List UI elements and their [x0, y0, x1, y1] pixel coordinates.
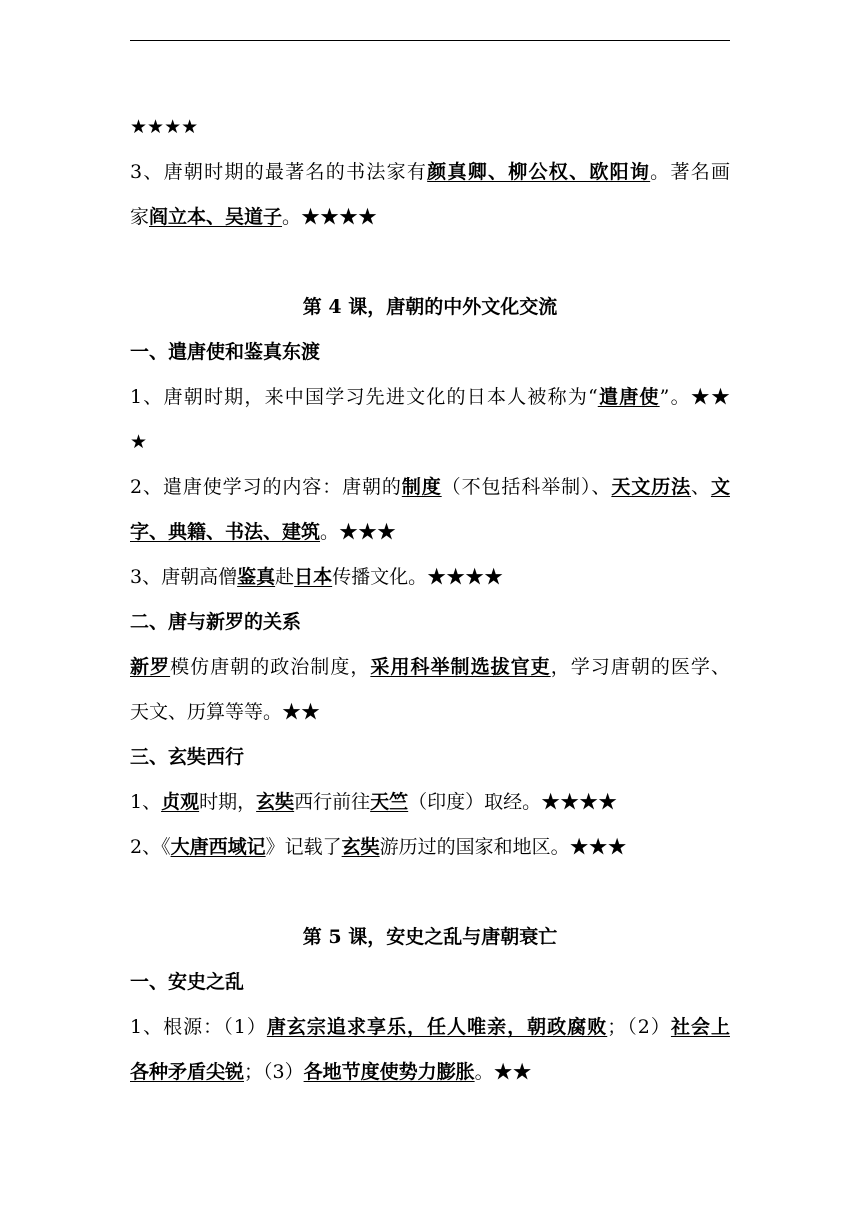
- lesson-title: [130, 293, 730, 321]
- paragraph-line: [130, 428, 730, 456]
- text-segment: 天文、历算等等。★★: [130, 701, 321, 723]
- paragraph-line: [130, 698, 730, 726]
- underlined-key-term: 阎立本、吴道子: [149, 206, 283, 228]
- lesson-title: [130, 923, 730, 951]
- underlined-key-term: 日本: [294, 566, 333, 588]
- text-segment: 传播文化。★★★★: [332, 566, 504, 588]
- text-segment: 赴: [275, 566, 295, 588]
- text-segment: 1、: [130, 791, 162, 813]
- paragraph-line: [130, 788, 730, 816]
- underlined-key-term: 玄奘: [256, 791, 295, 813]
- underlined-key-term: 文: [710, 476, 730, 498]
- text-segment: （印度）取经。★★★★: [408, 791, 618, 813]
- text-segment: ；（3）: [244, 1061, 304, 1083]
- text-segment: ”。★★: [659, 386, 730, 408]
- text-segment: 第 4 课，唐朝的中外文化交流: [302, 296, 558, 318]
- text-segment: 三、玄奘西行: [130, 746, 245, 768]
- text-segment: 模仿唐朝的政治制度，: [170, 656, 371, 678]
- underlined-key-term: 大唐西域记: [170, 836, 266, 858]
- paragraph-line: [130, 203, 730, 231]
- text-segment: 3、唐朝时期的最著名的书法家有: [130, 161, 428, 183]
- text-segment: 3、唐朝高僧: [130, 566, 238, 588]
- text-segment: 1、唐朝时期，来中国学习先进文化的日本人被称为“: [130, 386, 598, 408]
- text-segment: 第 5 课，安史之乱与唐朝衰亡: [302, 926, 558, 948]
- section-heading: [130, 968, 730, 996]
- text-segment: 、: [691, 476, 711, 498]
- paragraph-line: [130, 653, 730, 681]
- underlined-key-term: 社会上: [670, 1016, 730, 1038]
- underlined-key-term: 制度: [401, 476, 442, 498]
- paragraph-line: [130, 518, 730, 546]
- underlined-key-term: 遣唐使: [597, 386, 660, 408]
- underlined-key-term: 各地节度使势力膨胀: [303, 1061, 475, 1083]
- text-segment: 西行前往: [294, 791, 371, 813]
- text-segment: 。著名画: [650, 161, 730, 183]
- underlined-key-term: 天文历法: [611, 476, 692, 498]
- text-segment: ★: [130, 431, 148, 453]
- paragraph-line: [130, 833, 730, 861]
- paragraph-line: [130, 1013, 730, 1041]
- underlined-key-term: 采用科举制选拔官吏: [370, 656, 551, 678]
- text-segment: 游历过的国家和地区。★★★: [379, 836, 627, 858]
- text-segment: ，学习唐朝的医学、: [550, 656, 730, 678]
- section-heading: [130, 338, 730, 366]
- text-segment: 二、唐与新罗的关系: [130, 611, 302, 633]
- text-segment: 。★★★★: [282, 206, 378, 228]
- text-segment: 》记载了: [265, 836, 342, 858]
- underlined-key-term: 字、典籍、书法、建筑: [130, 521, 321, 543]
- underlined-key-term: 鉴真: [237, 566, 276, 588]
- rating-stars: [130, 113, 730, 141]
- paragraph-line: [130, 383, 730, 411]
- text-segment: 家: [130, 206, 150, 228]
- text-segment: 。★★: [474, 1061, 532, 1083]
- text-segment: 2、《: [130, 836, 171, 858]
- text-segment: 一、遣唐使和鉴真东渡: [130, 341, 321, 363]
- text-segment: 。★★★: [320, 521, 397, 543]
- paragraph-line: [130, 473, 730, 501]
- text-segment: 时期，: [199, 791, 257, 813]
- section-heading: [130, 608, 730, 636]
- paragraph-line: [130, 563, 730, 591]
- underlined-key-term: 唐玄宗追求享乐，任人唯亲，朝政腐败: [266, 1016, 608, 1038]
- underlined-key-term: 玄奘: [341, 836, 380, 858]
- text-segment: （不包括科举制）、: [441, 476, 612, 498]
- section-heading: [130, 743, 730, 771]
- text-segment: 一、安史之乱: [130, 971, 245, 993]
- paragraph-line: [130, 158, 730, 186]
- text-segment: 1、根源：（1）: [130, 1016, 267, 1038]
- underlined-key-term: 天竺: [370, 791, 409, 813]
- underlined-key-term: 新罗: [130, 656, 171, 678]
- text-segment: ；（2）: [607, 1016, 671, 1038]
- text-segment: 2、遣唐使学习的内容：唐朝的: [130, 476, 402, 498]
- underlined-key-term: 各种矛盾尖锐: [130, 1061, 245, 1083]
- header-rule: [130, 40, 730, 41]
- underlined-key-term: 颜真卿、柳公权、欧阳询: [427, 161, 651, 183]
- text-segment: ★★★★: [130, 116, 199, 138]
- paragraph-line: [130, 1058, 730, 1086]
- underlined-key-term: 贞观: [161, 791, 200, 813]
